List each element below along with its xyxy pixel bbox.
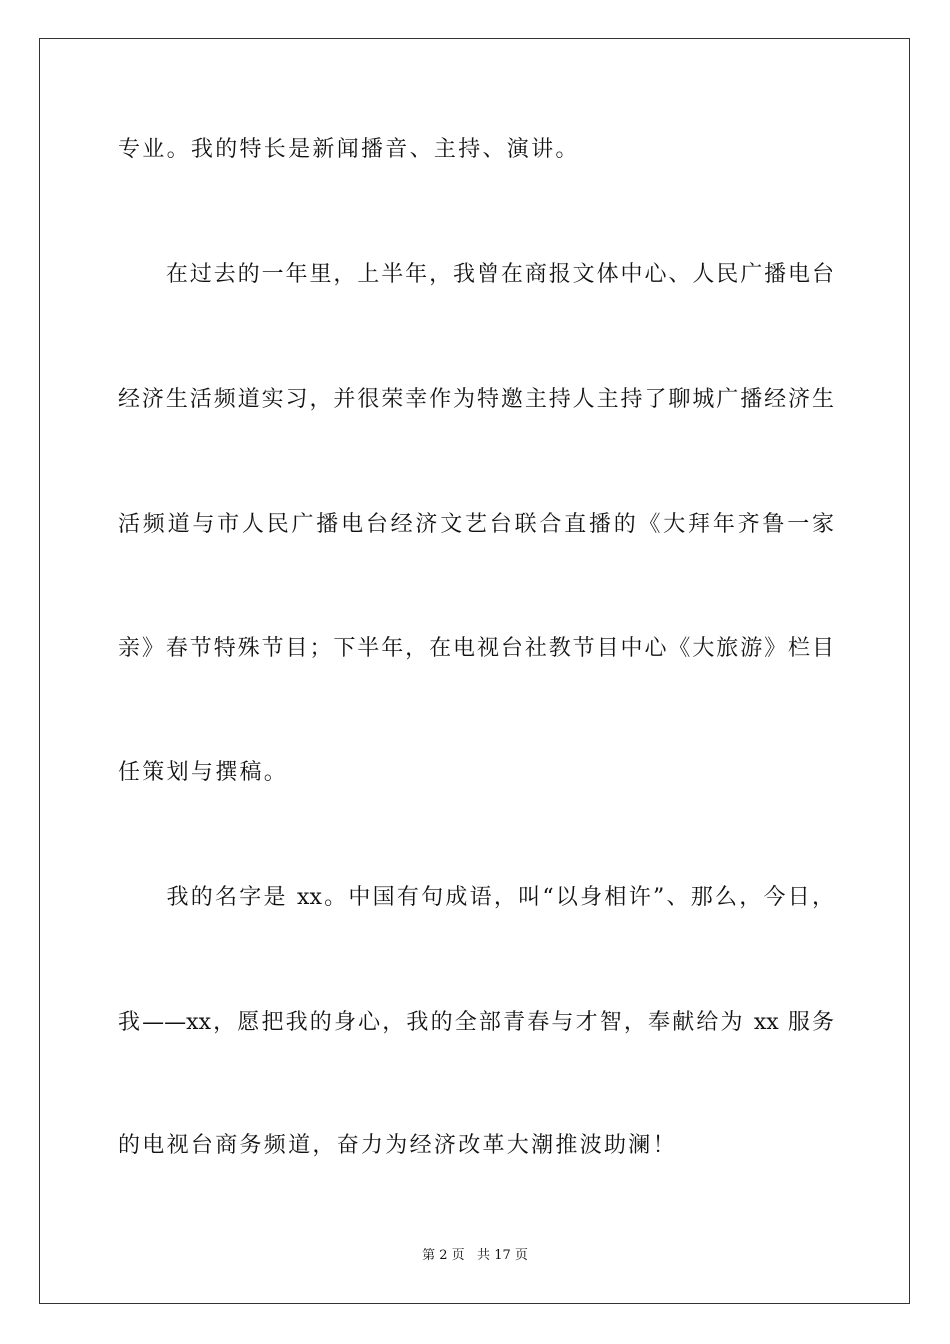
page-number: 第 2 页 共 17 页	[422, 1248, 528, 1263]
text-line-1: 专业。我的特长是新闻播音、主持、演讲。	[118, 137, 580, 162]
text-line-3: 经济生活频道实习，并很荣幸作为特邀主持人主持了聊城广播经济生	[118, 387, 834, 412]
text-line-4: 活频道与市人民广播电台经济文艺台联合直播的《大拜年齐鲁一家	[118, 512, 834, 537]
text-line-7: 我的名字是 xx。中国有句成语，叫“以身相许”、那么，今日，	[118, 885, 834, 910]
text-line-9: 的电视台商务频道，奋力为经济改革大潮推波助澜！	[118, 1133, 677, 1158]
page-frame	[39, 38, 910, 1304]
text-line-5: 亲》春节特殊节目；下半年，在电视台社教节目中心《大旅游》栏目	[118, 636, 834, 661]
text-line-2: 在过去的一年里，上半年，我曾在商报文体中心、人民广播电台	[118, 262, 834, 287]
text-line-8: 我——xx，愿把我的身心，我的全部青春与才智，奉献给为 xx 服务	[118, 1010, 834, 1035]
text-line-6: 任策划与撰稿。	[118, 760, 289, 785]
